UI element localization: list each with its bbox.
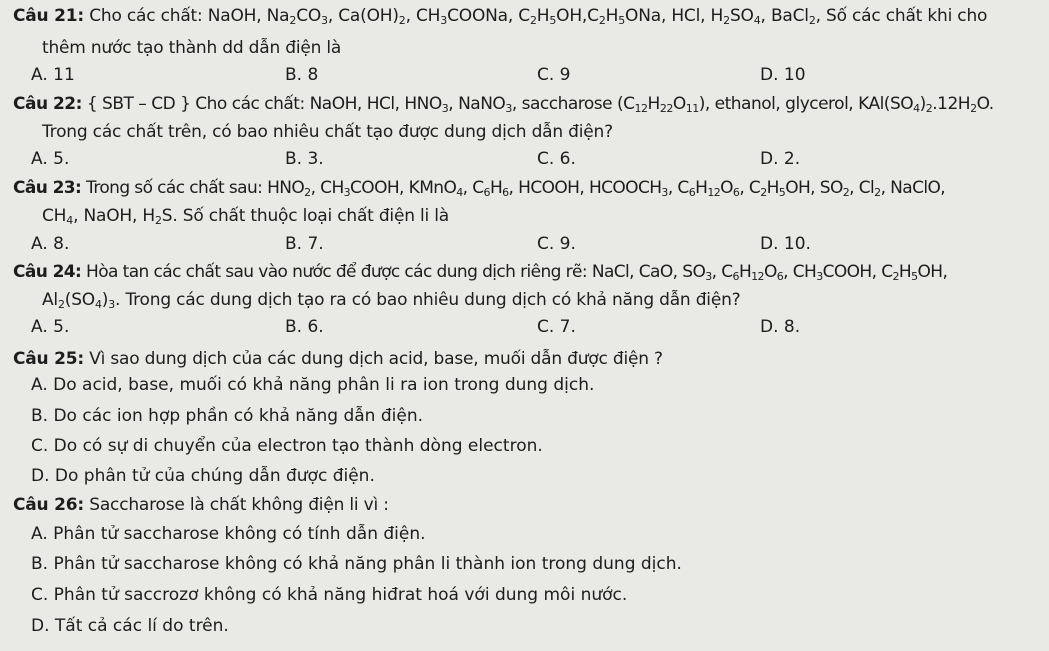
question-text: S. Số chất thuộc loại chất điện li là <box>161 206 449 226</box>
option-c: C. 6. <box>537 149 576 169</box>
subscript: 6 <box>483 186 490 199</box>
option-b: B. 7. <box>285 234 324 254</box>
option-d: D. Do phân tử của chúng dẫn được điện. <box>31 466 375 486</box>
option-d: D. Tất cả các lí do trên. <box>31 616 229 636</box>
subscript: 12 <box>707 186 721 199</box>
question-text: , C <box>739 178 761 198</box>
subscript: 3 <box>661 186 668 199</box>
question-text: O. <box>976 94 994 114</box>
question-24 <box>13 261 947 283</box>
subscript: 2 <box>842 186 850 199</box>
subscript: 3 <box>441 102 449 115</box>
subscript: 2 <box>598 14 606 27</box>
subscript: 4 <box>753 14 761 27</box>
subscript: 3 <box>816 270 823 283</box>
question-text: H <box>536 6 550 26</box>
subscript: 2 <box>892 270 899 283</box>
question-text: CH <box>42 206 67 226</box>
question-text: , Ca(OH) <box>327 6 399 26</box>
question-text: H <box>738 262 752 282</box>
subscript: 2 <box>57 298 65 311</box>
option-b: B. 8 <box>285 65 319 85</box>
question-text: , C <box>667 178 689 198</box>
question-23-line-2 <box>42 205 449 227</box>
question-text: , NaClO, <box>880 178 946 198</box>
question-21-line-2: thêm nước tạo thành dd dẫn điện là <box>42 38 342 58</box>
subscript: 6 <box>688 186 696 199</box>
question-text: , CH <box>783 262 817 282</box>
subscript: 2 <box>398 14 406 27</box>
question-text: ONa, HCl, H <box>625 6 724 26</box>
question-text: , NaNO <box>448 94 506 114</box>
option-a: A. Phân tử saccharose không có tính dẫn điện. <box>31 524 426 544</box>
subscript: 2 <box>289 14 297 27</box>
option-b: B. 6. <box>285 317 324 337</box>
subscript: 4 <box>66 214 74 227</box>
option-a: A. 5. <box>31 149 70 169</box>
option-b: B. 3. <box>285 149 324 169</box>
question-text: OH, <box>917 262 948 282</box>
question-text: Hòa tan các chất sau vào nước để được các dung dịch riêng rẽ: NaCl, CaO, SO <box>81 262 706 282</box>
question-text: COOH, C <box>822 262 893 282</box>
subscript: 3 <box>108 298 116 311</box>
question-text: , Số các chất khi cho <box>815 6 988 26</box>
question-label: Câu 24: <box>13 262 82 282</box>
question-21 <box>13 5 987 27</box>
subscript: 3 <box>705 270 712 283</box>
question-text: H <box>695 178 708 198</box>
subscript: 3 <box>440 14 448 27</box>
subscript: 5 <box>911 270 918 283</box>
question-text: ) <box>919 94 926 114</box>
subscript: 4 <box>913 102 920 115</box>
question-text: O <box>672 94 686 114</box>
question-text: , Cl <box>849 178 875 198</box>
question-text: OH,C <box>556 6 599 26</box>
question-text: Vì sao dung dịch của các dung dịch acid, base, muối dẫn được điện ? <box>84 349 663 369</box>
option-b: B. Phân tử saccharose không có khả năng phân li thành ion trong dung dịch. <box>31 554 682 574</box>
question-text: H <box>489 178 503 198</box>
subscript: 6 <box>732 186 740 199</box>
subscript: 2 <box>925 102 933 115</box>
question-text: O <box>720 178 733 198</box>
question-text: { SBT – CD } Cho các chất: NaOH, HCl, HNO <box>81 94 442 114</box>
question-text: .12H <box>932 94 971 114</box>
question-text: (SO <box>64 290 95 310</box>
subscript: 2 <box>723 14 730 27</box>
question-22-line-2: Trong các chất trên, có bao nhiêu chất tạo được dung dịch dẫn điện? <box>42 122 613 142</box>
question-text: OH, SO <box>785 178 843 198</box>
question-25 <box>13 348 663 370</box>
option-c: C. 9. <box>537 234 576 254</box>
question-text: H <box>898 262 912 282</box>
question-text: ) <box>101 290 109 310</box>
subscript: 5 <box>549 14 557 27</box>
option-a: A. 11 <box>31 65 75 85</box>
subscript: 2 <box>874 186 881 199</box>
subscript: 2 <box>154 214 162 227</box>
question-text: , CH <box>405 6 441 26</box>
question-label: Câu 26: <box>13 495 85 515</box>
question-text: H <box>766 178 779 198</box>
subscript: 2 <box>760 186 767 199</box>
question-text: Saccharose là chất không điện li vì : <box>84 495 389 515</box>
option-c: C. 9 <box>537 65 571 85</box>
subscript: 2 <box>808 14 816 27</box>
subscript: 6 <box>776 270 784 283</box>
question-text: , HCOOH, HCOOCH <box>508 178 662 198</box>
option-b: B. Do các ion hợp phần có khả năng dẫn điện. <box>31 406 424 426</box>
option-a: A. 5. <box>31 317 70 337</box>
subscript: 2 <box>970 102 977 115</box>
subscript: 5 <box>778 186 786 199</box>
option-d: D. 8. <box>760 317 801 337</box>
question-text: H <box>605 6 619 26</box>
subscript: 4 <box>456 186 463 199</box>
question-label: Câu 21: <box>13 6 85 26</box>
question-label: Câu 22: <box>13 94 82 114</box>
subscript: 22 <box>659 102 673 115</box>
question-text: Cho các chất: NaOH, Na <box>84 6 290 26</box>
question-23 <box>13 177 945 199</box>
question-label: Câu 25: <box>13 349 85 369</box>
question-text: , CH <box>310 178 344 198</box>
question-text: CO <box>296 6 322 26</box>
question-label: Câu 23: <box>13 178 82 198</box>
subscript: 12 <box>634 102 648 115</box>
subscript: 3 <box>321 14 328 27</box>
subscript: 12 <box>751 270 764 283</box>
question-text: H <box>647 94 660 114</box>
question-text: COOH, KMnO <box>350 178 457 198</box>
subscript: 3 <box>343 186 351 199</box>
question-text: SO <box>729 6 754 26</box>
option-a: A. 8. <box>31 234 70 254</box>
question-text: Al <box>42 290 58 310</box>
question-24-line-2 <box>42 289 740 311</box>
option-d: D. 2. <box>760 149 801 169</box>
question-text: , C <box>711 262 733 282</box>
option-a: A. Do acid, base, muối có khả năng phân li ra ion trong dung dịch. <box>31 375 595 395</box>
question-22 <box>13 93 994 115</box>
question-text: , NaOH, H <box>73 206 155 226</box>
option-c: C. Do có sự di chuyển của electron tạo thành dòng electron. <box>31 436 543 456</box>
question-text: COONa, C <box>447 6 530 26</box>
question-text: , saccharose (C <box>511 94 635 114</box>
question-text: Trong số các chất sau: HNO <box>81 178 305 198</box>
subscript: 6 <box>502 186 509 199</box>
subscript: 5 <box>618 14 626 27</box>
question-text: . Trong các dung dịch tạo ra có bao nhiêu dung dịch có khả năng dẫn điện? <box>115 290 741 310</box>
subscript: 6 <box>732 270 739 283</box>
question-text: ), ethanol, glycerol, KAl(SO <box>698 94 914 114</box>
option-d: D. 10 <box>760 65 806 85</box>
option-c: C. Phân tử saccrozơ không có khả năng hiđrat hoá với dung môi nước. <box>31 585 628 605</box>
question-26 <box>13 494 389 516</box>
subscript: 11 <box>685 102 699 115</box>
question-text: O <box>763 262 777 282</box>
subscript: 4 <box>94 298 102 311</box>
subscript: 2 <box>304 186 311 199</box>
option-c: C. 7. <box>537 317 576 337</box>
question-text: , C <box>462 178 484 198</box>
question-text: , BaCl <box>760 6 809 26</box>
subscript: 3 <box>505 102 512 115</box>
option-d: D. 10. <box>760 234 811 254</box>
subscript: 2 <box>529 14 537 27</box>
